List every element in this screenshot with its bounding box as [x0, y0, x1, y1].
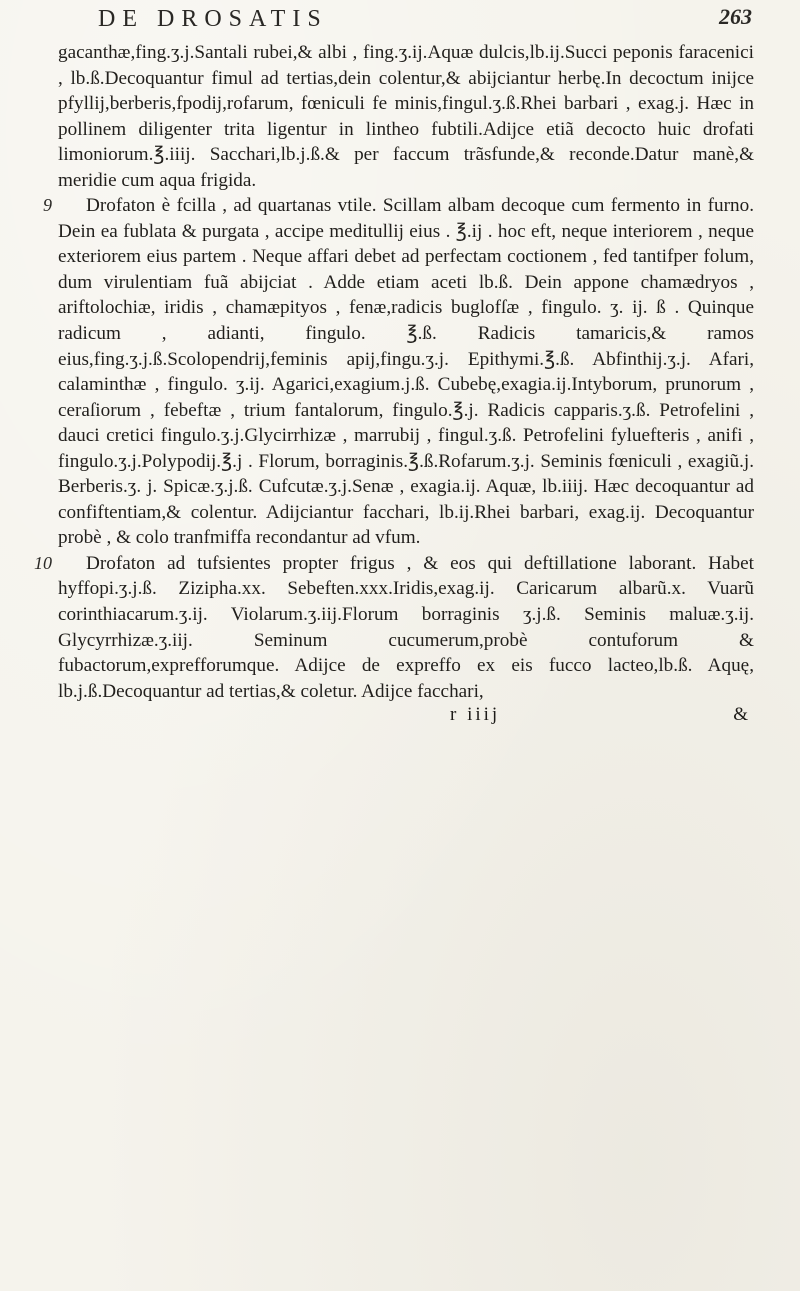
- page-number: 263: [719, 4, 752, 29]
- running-head: [58, 0, 754, 40]
- paragraph-text: Drofaton è fcilla , ad quartanas vtile. Scillam albam decoque cum fermento in furno. Dein ea fublata & purgata , accipe meditullij eius . ℥.ij . hoc eft, neque interiorem , neque exteriorem eius partem . Neque affari debet ad perfectam coctionem , fed tantifper folum, dum virulentiam fuã abijciat . Adde etiam aceti lb.ß. Dein appone chamædryos , ariftolochiæ, iridis , chamæpityos , fenæ,radicis buglofſæ , fingulo. ʒ. ij. ß . Quinque radicum , adianti, fingulo. ℥.ß. Radicis tamaricis,& ramos eius,fing.ʒ.j.ß.Scolopendrij,feminis apij,fingu.ʒ.j. Epithymi.℥.ß. Abfinthij.ʒ.j. Afari, calaminthæ , fingulo. ʒ.ij. Agarici,exagium.j.ß. Cubebę,exagia.ij.Intyborum, prunorum , ceraſiorum , febeftæ , trium fantalorum, fingulo.℥.j. Radicis capparis.ʒ.ß. Petrofelini , dauci cretici fingulo.ʒ.j.Glycirrhizæ , marrubij , fingul.ʒ.ß. Petrofelini fyluefteris , anifi , fingulo.ʒ.j.Polypodij.℥.j . Florum, borraginis.℥.ß.Rofarum.ʒ.j. Seminis fœniculi , exagiũ.j. Berberis.ʒ. j. Spicæ.ʒ.j.ß. Cufcutæ.ʒ.j.Senæ , exagia.ij. Aquæ, lb.iiij. Hæc decoquantur ad confiftentiam,& colentur. Adijciantur facchari, lb.ij.Rhei barbari, exag.ij. Decoquantur probè , & colo tranfmiffa recondantur ad vfum.: [58, 195, 754, 549]
- body-text: [34, 40, 754, 704]
- paragraph-text: Drofaton ad tufsientes propter frigus , & eos qui deftillatione laborant. Habet hyffopi.ʒ.j.ß. Zizipha.xx. Sebeften.xxx.Iridis,exag.ij. Caricarum albarũ.x. Vuarũ corinthiacarum.ʒ.ij. Violarum.ʒ.iij.Florum borraginis ʒ.j.ß. Seminis maluæ.ʒ.ij. Glycyrrhizæ.ʒ.iij. Seminum cucumerum,probè contuforum & fubactorum,exprefforumque. Adijce de expreffo ex eis fucco lacteo,lb.ß. Aquę, lb.j.ß.Decoquantur ad tertias,& coletur. Adijce facchari,: [58, 552, 754, 702]
- margin-number: 10: [34, 552, 52, 573]
- signature-mark: r iiij: [450, 704, 501, 726]
- catchword: &: [733, 704, 748, 726]
- paragraph-text: gacanthæ,fing.ʒ.j.Santali rubei,& albi , fing.ʒ.ij.Aquæ dulcis,lb.ij.Succi peponis faracenici , lb.ß.Decoquantur fimul ad tertias,dein colentur,& abijciantur herbę.In decoctum inijce pfyllij,berberis,fpodij,rofarum, fœniculi fe minis,fingul.ʒ.ß.Rhei barbari , exag.j. Hæc in pollinem diligenter trita ligentur in lintheo fubtili.Adijce etiã decocto huic drofati limoniorum.℥.iiij. Sacchari,lb.j.ß.& per faccum trãsfunde,& reconde.Datur manè,& meridie cum aqua frigida.: [58, 42, 754, 191]
- paragraph-intro: [58, 40, 754, 193]
- paragraph-drosaton-tussis: [34, 551, 754, 704]
- footer-line: [58, 704, 754, 732]
- running-title: DE DROSATIS: [98, 6, 328, 32]
- paragraph-drosaton-scilla: [43, 193, 754, 551]
- margin-number: 9: [43, 195, 52, 216]
